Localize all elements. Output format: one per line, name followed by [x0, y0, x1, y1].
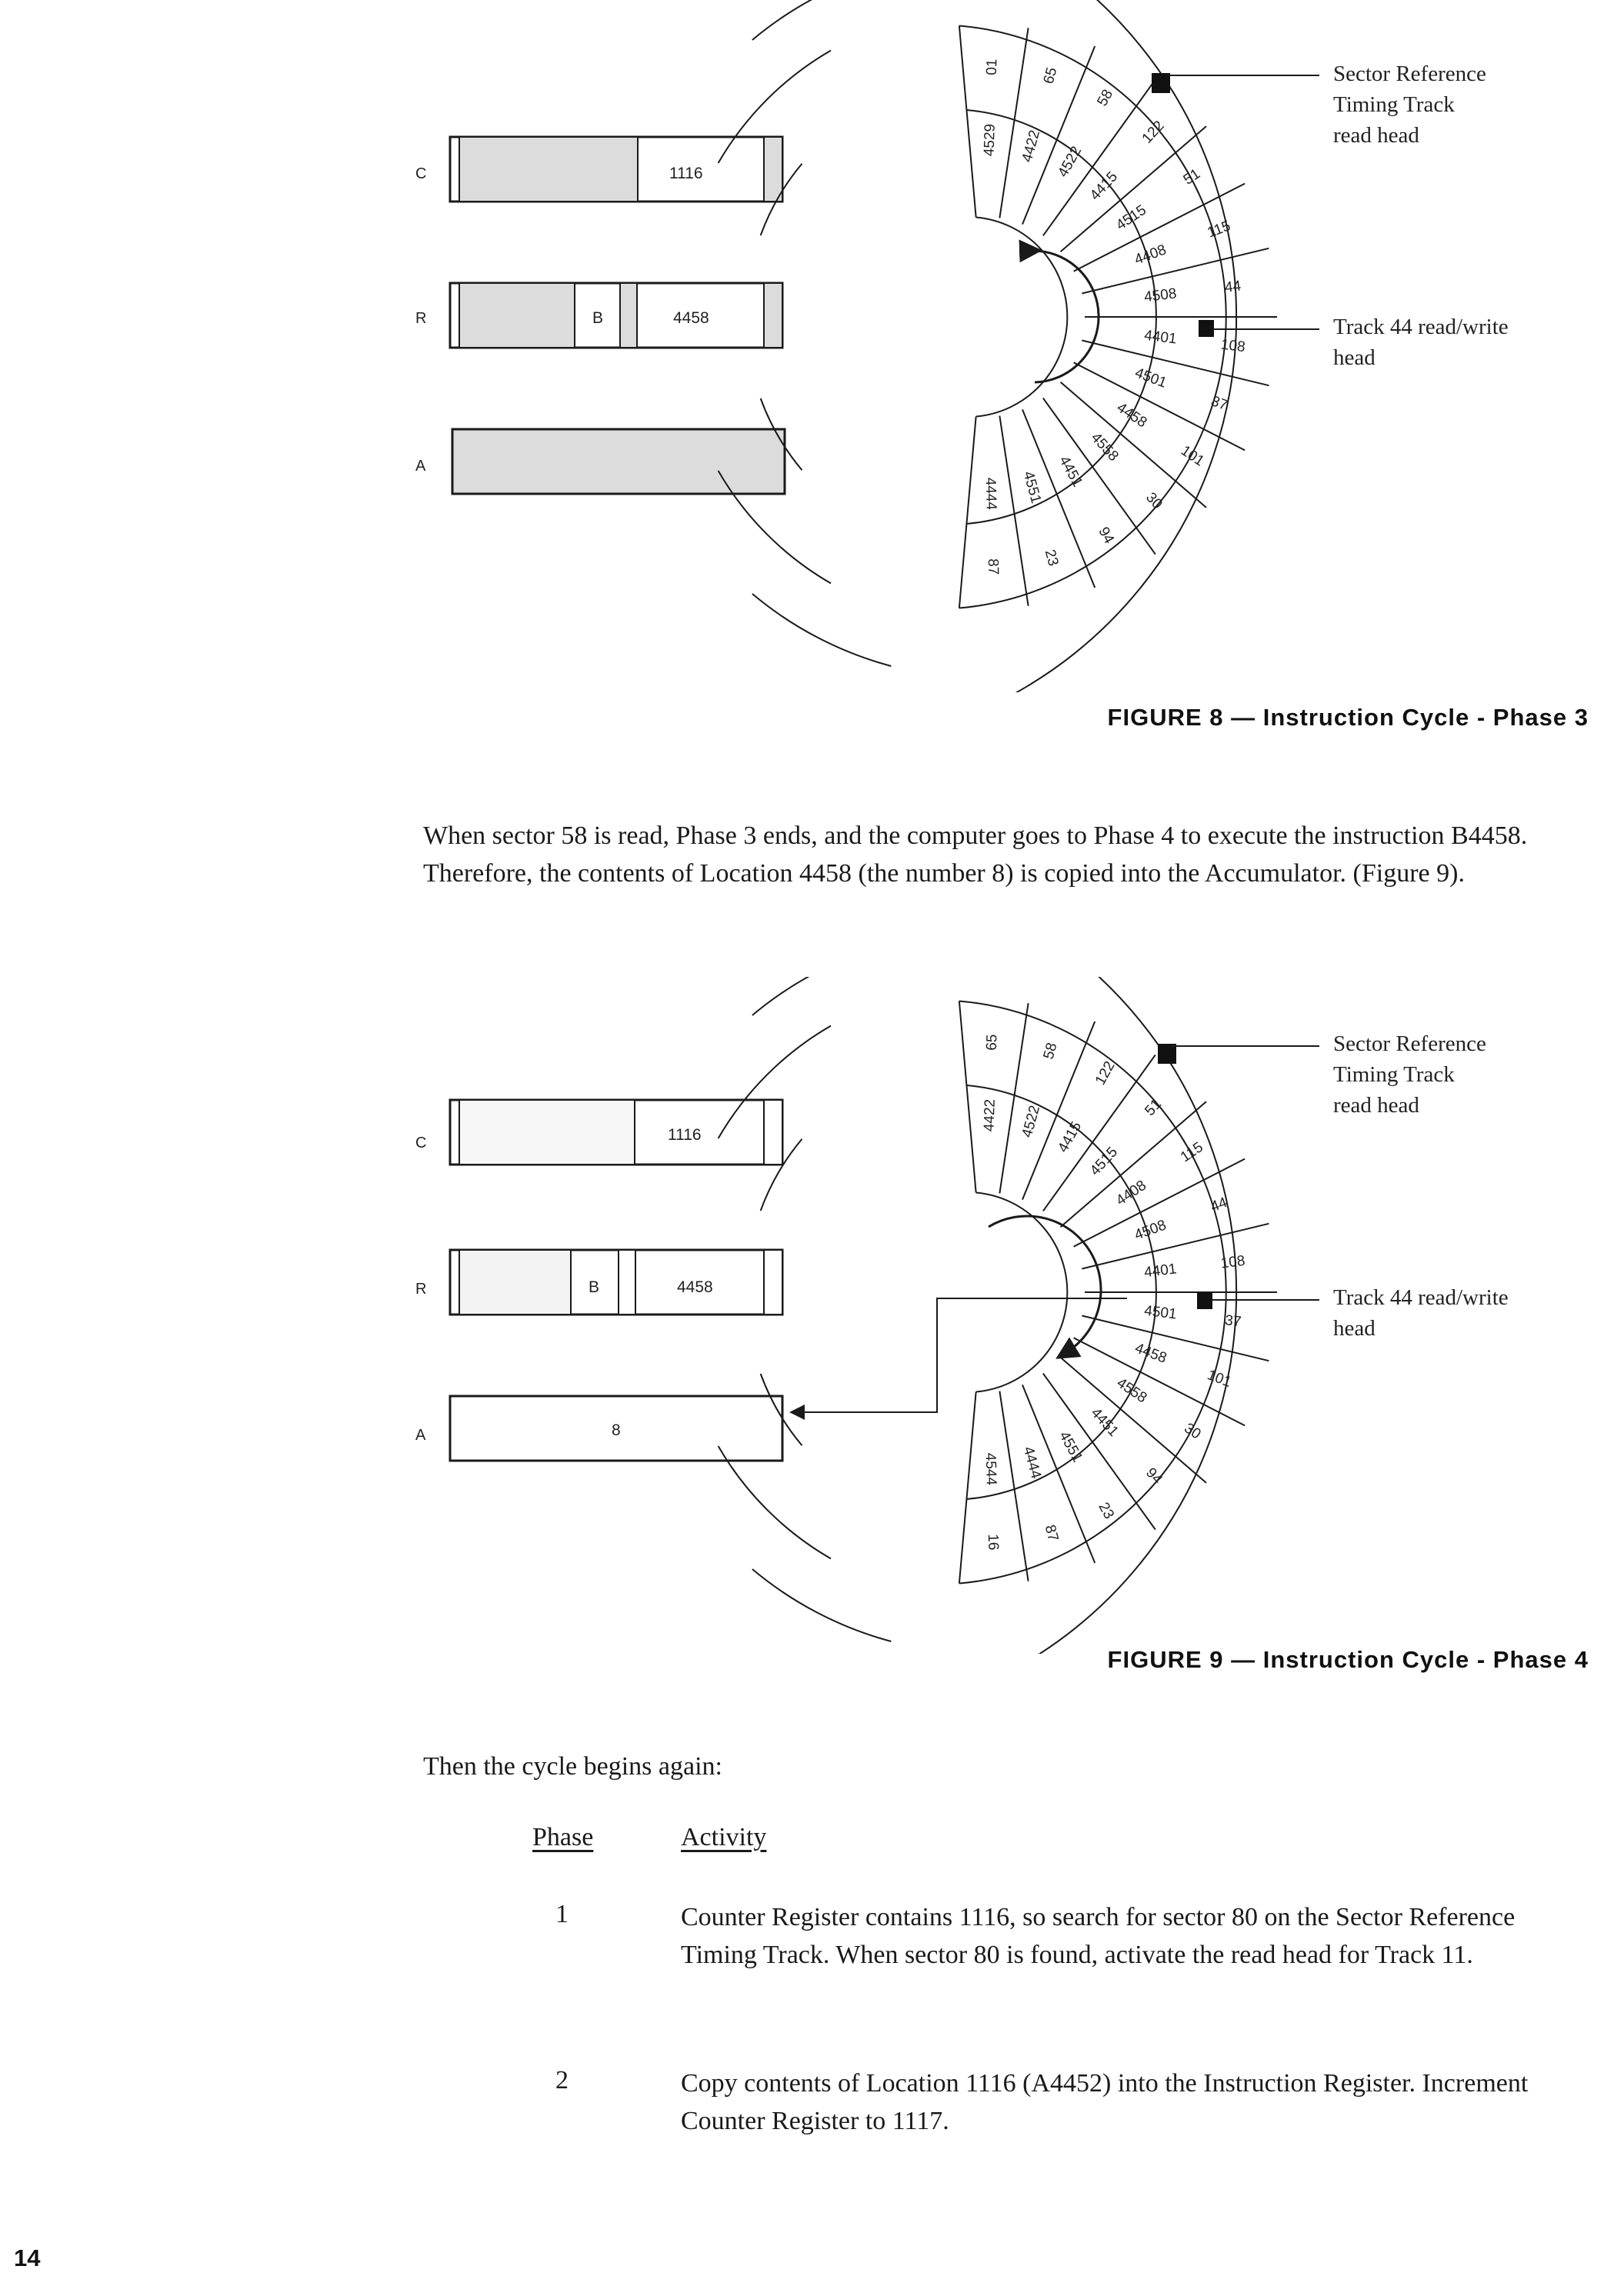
- inner-sector-label: 4444: [982, 477, 999, 511]
- outer-sector-label: 37: [1224, 1312, 1242, 1331]
- inner-sector-label: 4558: [1113, 1375, 1150, 1407]
- callout-line: Sector Reference: [1333, 1031, 1486, 1056]
- caption-dash: —: [1231, 1646, 1256, 1673]
- outer-sector-label: 94: [1095, 524, 1117, 547]
- inner-sector-label: 4444: [1019, 1445, 1045, 1481]
- caption-title: Instruction Cycle: [1262, 1646, 1470, 1673]
- register-r-address: 4458: [673, 309, 709, 327]
- rotation-arrow: [989, 1216, 1101, 1353]
- callout-line: Track 44 read/write: [1333, 315, 1509, 339]
- inner-sector-label: 4458: [1132, 1340, 1169, 1367]
- register-r-opcode: B: [589, 1278, 600, 1296]
- register-c-letter: C: [415, 1135, 427, 1151]
- outer-sector-label: 87: [984, 558, 1002, 575]
- callout-track-head: [1333, 1282, 1509, 1344]
- outer-sector-label: 58: [1094, 86, 1117, 109]
- track-arc: [752, 594, 891, 666]
- outer-sector-label: 23: [1041, 548, 1062, 568]
- track-arc: [752, 0, 891, 40]
- outer-sector-label: 94: [1142, 1465, 1165, 1488]
- outer-sector-label: 101: [1205, 1367, 1234, 1391]
- inner-sector-label: 4515: [1087, 1144, 1122, 1179]
- register-r-letter: R: [415, 310, 427, 327]
- phase-activity: Counter Register contains 1116, so search for sector 80 on the Sector Reference Timing Track. When sector 80 is found, activate the read head for Track 11.: [681, 1903, 1516, 1969]
- phase-column-header: Phase: [532, 1823, 594, 1851]
- register-r: [450, 283, 782, 348]
- outer-sector-label: 51: [1142, 1096, 1165, 1119]
- inner-sector-label: 4522: [1055, 143, 1085, 181]
- sector-divider: [959, 1392, 976, 1584]
- register-r-letter: R: [415, 1281, 427, 1298]
- callout-line: head: [1333, 345, 1376, 370]
- sector-divider: [1061, 126, 1206, 252]
- drum-diagram: [719, 977, 1319, 1654]
- outer-sector-label: 23: [1095, 1499, 1117, 1522]
- callout-line: head: [1333, 1316, 1376, 1341]
- outer-sector-label: 37: [1209, 393, 1230, 415]
- outer-sector-label: 30: [1181, 1420, 1204, 1443]
- track-arc: [752, 977, 891, 1015]
- outer-sector-label: 16: [984, 1533, 1002, 1551]
- inner-sector-label: 4451: [1087, 1405, 1122, 1440]
- sector-divider: [959, 417, 976, 608]
- register-c: [450, 1100, 782, 1165]
- callout-line: Sector Reference: [1333, 62, 1486, 86]
- inner-sector-label: 4415: [1087, 168, 1122, 204]
- outer-sector-label: 51: [1180, 165, 1204, 188]
- outer-sector-label: 01: [983, 58, 1001, 76]
- callout-line: Track 44 read/write: [1333, 1285, 1509, 1310]
- phase-number: 1: [555, 1900, 569, 1928]
- register-c: [450, 137, 782, 202]
- register-r-address: 4458: [677, 1278, 713, 1296]
- inner-sector-label: 4401: [1143, 1261, 1178, 1281]
- outer-sector-label: 101: [1177, 442, 1207, 470]
- inner-sector-label: 4422: [1019, 128, 1044, 165]
- inner-sector-label: 4408: [1113, 1177, 1149, 1209]
- outer-sector-label: 115: [1177, 1139, 1206, 1166]
- inner-sector-label: 4558: [1087, 429, 1122, 465]
- callout-line: Timing Track: [1333, 92, 1455, 117]
- inner-sector-label: 4551: [1055, 1428, 1086, 1465]
- outer-sector-label: 122: [1092, 1058, 1119, 1088]
- inner-sector-label: 4401: [1143, 327, 1178, 348]
- register-r-opcode: B: [592, 309, 604, 327]
- outer-sector-label: 108: [1219, 1252, 1246, 1272]
- inner-sector-label: 4415: [1055, 1118, 1085, 1156]
- inner-sector-label: 4522: [1019, 1103, 1044, 1140]
- register-a-value: 8: [612, 1421, 621, 1439]
- callout-line: read head: [1333, 123, 1419, 148]
- outer-sector-label: 122: [1139, 118, 1168, 147]
- activity-column-header: Activity: [681, 1823, 767, 1851]
- caption-prefix: FIGURE 9: [1107, 1646, 1224, 1673]
- transfer-arrow: [797, 1298, 1127, 1412]
- inner-sector-label: 4508: [1143, 285, 1178, 306]
- inner-sector-label: 4551: [1019, 469, 1045, 505]
- register-a-letter: A: [415, 458, 426, 475]
- figure-9: [0, 977, 1604, 1673]
- outer-sector-label: 30: [1142, 489, 1165, 513]
- outer-sector-label: 108: [1219, 336, 1246, 356]
- phase-number: 2: [555, 2066, 569, 2094]
- caption-phase: - Phase 4: [1476, 1646, 1589, 1673]
- phase-activity: Copy contents of Location 1116 (A4452) into the Instruction Register. Increment Counter Register to 1117.: [681, 2069, 1529, 2135]
- inner-sector-label: 4501: [1132, 365, 1169, 392]
- drum-diagram: [719, 0, 1319, 692]
- inner-sector-label: 4451: [1055, 453, 1086, 490]
- sector-divider: [959, 25, 976, 217]
- track-arc: [895, 0, 1237, 692]
- inner-sector-label: 4544: [982, 1452, 999, 1486]
- register-a-letter: A: [415, 1427, 426, 1444]
- page-number: 14: [14, 2244, 41, 2271]
- outer-sector-label: 58: [1040, 1041, 1061, 1061]
- register-a: [452, 429, 785, 494]
- outer-sector-label: 115: [1205, 218, 1233, 242]
- body-paragraph: Then the cycle begins again:: [423, 1752, 722, 1781]
- outer-sector-label: 44: [1208, 1194, 1230, 1216]
- figure-8-caption: [1108, 704, 1589, 731]
- caption-prefix: FIGURE 8: [1107, 704, 1224, 731]
- drum-tracks: [719, 0, 1277, 692]
- inner-sector-label: 4529: [981, 123, 999, 157]
- register-c-letter: C: [415, 165, 427, 182]
- track-44-head: [1197, 1292, 1212, 1309]
- sector-divider: [959, 1001, 976, 1192]
- track-arc: [752, 1569, 891, 1641]
- outer-sector-label: 65: [1040, 65, 1061, 86]
- caption-dash: —: [1231, 704, 1256, 731]
- figure-8: [0, 0, 1604, 731]
- caption-title: Instruction Cycle: [1262, 704, 1470, 731]
- register-r: [450, 1250, 782, 1315]
- inner-sector-label: 4458: [1113, 399, 1150, 432]
- inner-sector-label: 4501: [1143, 1302, 1178, 1323]
- track-arc: [976, 1192, 1068, 1391]
- drum-tracks: [719, 977, 1277, 1654]
- body-paragraph: When sector 58 is read, Phase 3 ends, and the computer goes to Phase 4 to execute the instruction B4458. Therefore, the contents of Location 4458 (the number 8) is copied into the Accumulator. (Figure 9).: [423, 821, 1528, 888]
- register-c-value: 1116: [669, 165, 703, 182]
- outer-sector-label: 65: [983, 1034, 1001, 1051]
- inner-sector-label: 4408: [1132, 242, 1169, 268]
- callout-sector-reference: [1333, 1028, 1486, 1121]
- outer-sector-label: 44: [1223, 278, 1242, 296]
- inner-sector-label: 4422: [981, 1098, 999, 1132]
- callout-sector-reference: [1333, 58, 1486, 151]
- caption-phase: - Phase 3: [1476, 704, 1589, 731]
- inner-sector-label: 4508: [1132, 1217, 1169, 1244]
- register-c-value: 1116: [668, 1126, 702, 1144]
- track-arc: [976, 217, 1068, 416]
- callout-line: Timing Track: [1333, 1062, 1455, 1087]
- track-44-head: [1199, 320, 1214, 337]
- register-a: [450, 1396, 782, 1461]
- inner-sector-label: 4515: [1113, 202, 1149, 234]
- sector-divider: [1061, 1358, 1206, 1483]
- sector-divider: [1061, 1101, 1206, 1227]
- callout-track-head: [1333, 312, 1509, 373]
- outer-sector-label: 87: [1041, 1523, 1062, 1544]
- track-arc: [719, 1446, 831, 1558]
- callout-line: read head: [1333, 1093, 1419, 1118]
- figure-9-caption: [1108, 1646, 1589, 1674]
